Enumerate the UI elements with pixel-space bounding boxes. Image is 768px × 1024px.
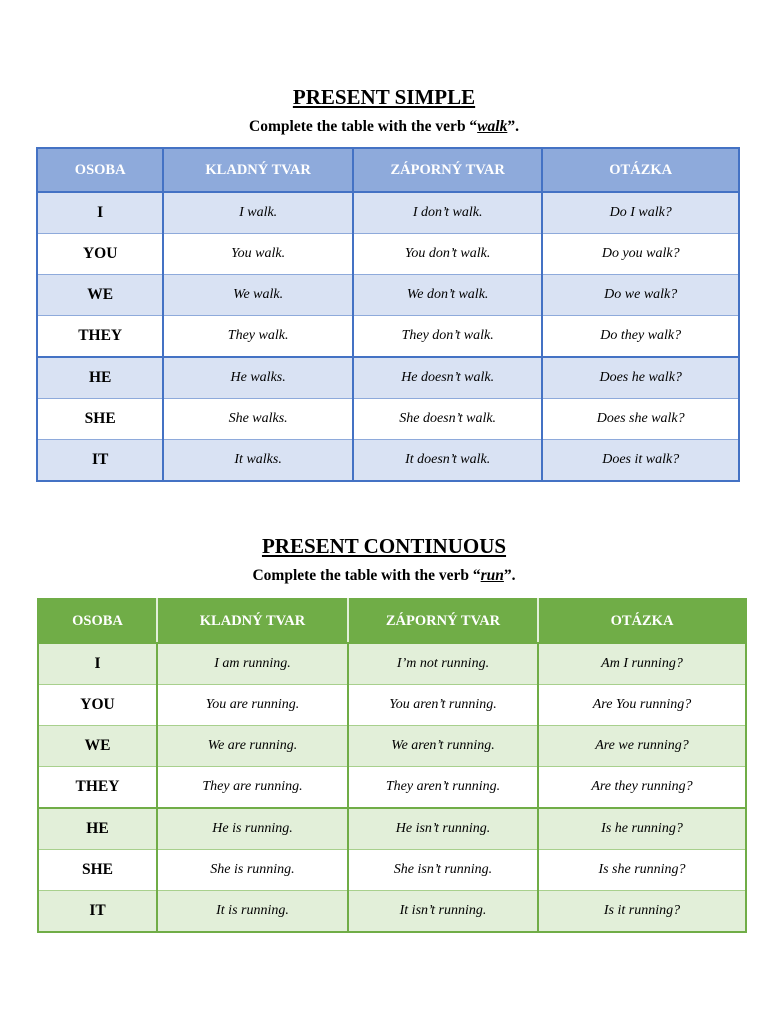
table-row bbox=[37, 357, 739, 399]
header-kladny-tvar: KLADNÝ TVAR bbox=[157, 599, 348, 643]
person-cell: SHE bbox=[38, 850, 157, 891]
positive-cell: It is running. bbox=[157, 891, 348, 933]
negative-cell: They aren’t running. bbox=[348, 767, 538, 809]
question-cell: Is she running? bbox=[538, 850, 746, 891]
table-row bbox=[38, 685, 746, 726]
present-continuous-title: PRESENT CONTINUOUS bbox=[261, 534, 507, 558]
person-cell: I bbox=[37, 192, 163, 234]
negative-cell: We don’t walk. bbox=[353, 275, 543, 316]
instruction-verb: run bbox=[480, 567, 504, 584]
header-otazka: OTÁZKA bbox=[542, 148, 739, 192]
negative-cell: I’m not running. bbox=[348, 643, 538, 685]
positive-cell: They walk. bbox=[163, 316, 353, 358]
instruction-prefix: Complete the table with the verb “ bbox=[252, 567, 481, 584]
positive-cell: They are running. bbox=[157, 767, 348, 809]
person-cell: YOU bbox=[38, 685, 157, 726]
negative-cell: You aren’t running. bbox=[348, 685, 538, 726]
negative-cell: I don’t walk. bbox=[353, 192, 543, 234]
person-cell: SHE bbox=[37, 399, 163, 440]
question-cell: Is it running? bbox=[538, 891, 746, 933]
table-row bbox=[37, 192, 739, 234]
question-cell: Am I running? bbox=[538, 643, 746, 685]
person-cell: IT bbox=[37, 440, 163, 482]
table-row bbox=[37, 440, 739, 482]
question-cell: Are You running? bbox=[538, 685, 746, 726]
person-cell: IT bbox=[38, 891, 157, 933]
table-row bbox=[37, 234, 739, 275]
present-simple-table bbox=[36, 147, 740, 482]
table-row bbox=[37, 316, 739, 358]
table-row bbox=[37, 399, 739, 440]
table-row bbox=[38, 850, 746, 891]
person-cell: HE bbox=[37, 357, 163, 399]
negative-cell: He isn’t running. bbox=[348, 808, 538, 850]
positive-cell: You are running. bbox=[157, 685, 348, 726]
positive-cell: We walk. bbox=[163, 275, 353, 316]
instruction-suffix: ”. bbox=[503, 567, 516, 584]
negative-cell: It doesn’t walk. bbox=[353, 440, 543, 482]
person-cell: WE bbox=[37, 275, 163, 316]
present-simple-title: PRESENT SIMPLE bbox=[292, 85, 476, 109]
question-cell: Does he walk? bbox=[542, 357, 739, 399]
positive-cell: I am running. bbox=[157, 643, 348, 685]
negative-cell: You don’t walk. bbox=[353, 234, 543, 275]
present-continuous-table bbox=[37, 598, 747, 933]
person-cell: WE bbox=[38, 726, 157, 767]
table-row bbox=[38, 808, 746, 850]
positive-cell: We are running. bbox=[157, 726, 348, 767]
present-continuous-instruction bbox=[0, 567, 768, 585]
question-cell: Does she walk? bbox=[542, 399, 739, 440]
question-cell: Do you walk? bbox=[542, 234, 739, 275]
table-row bbox=[38, 643, 746, 685]
positive-cell: She walks. bbox=[163, 399, 353, 440]
question-cell: Is he running? bbox=[538, 808, 746, 850]
negative-cell: We aren’t running. bbox=[348, 726, 538, 767]
table-row bbox=[38, 726, 746, 767]
negative-cell: He doesn’t walk. bbox=[353, 357, 543, 399]
instruction-suffix: ”. bbox=[507, 118, 519, 135]
person-cell: THEY bbox=[37, 316, 163, 358]
negative-cell: It isn’t running. bbox=[348, 891, 538, 933]
positive-cell: She is running. bbox=[157, 850, 348, 891]
header-otazka: OTÁZKA bbox=[538, 599, 746, 643]
positive-cell: You walk. bbox=[163, 234, 353, 275]
positive-cell: He walks. bbox=[163, 357, 353, 399]
positive-cell: I walk. bbox=[163, 192, 353, 234]
header-zaporny-tvar: ZÁPORNÝ TVAR bbox=[353, 148, 543, 192]
header-kladny-tvar: KLADNÝ TVAR bbox=[163, 148, 353, 192]
table-header-row bbox=[37, 148, 739, 192]
instruction-verb: walk bbox=[477, 118, 508, 135]
positive-cell: It walks. bbox=[163, 440, 353, 482]
question-cell: Do I walk? bbox=[542, 192, 739, 234]
question-cell: Do they walk? bbox=[542, 316, 739, 358]
person-cell: YOU bbox=[37, 234, 163, 275]
person-cell: HE bbox=[38, 808, 157, 850]
question-cell: Are they running? bbox=[538, 767, 746, 809]
present-simple-instruction bbox=[0, 118, 768, 136]
negative-cell: She isn’t running. bbox=[348, 850, 538, 891]
table-row bbox=[38, 891, 746, 933]
negative-cell: They don’t walk. bbox=[353, 316, 543, 358]
instruction-prefix: Complete the table with the verb “ bbox=[249, 118, 478, 135]
person-cell: THEY bbox=[38, 767, 157, 809]
question-cell: Are we running? bbox=[538, 726, 746, 767]
question-cell: Do we walk? bbox=[542, 275, 739, 316]
positive-cell: He is running. bbox=[157, 808, 348, 850]
question-cell: Does it walk? bbox=[542, 440, 739, 482]
table-row bbox=[38, 767, 746, 809]
header-osoba: OSOBA bbox=[37, 148, 163, 192]
header-zaporny-tvar: ZÁPORNÝ TVAR bbox=[348, 599, 538, 643]
person-cell: I bbox=[38, 643, 157, 685]
table-row bbox=[37, 275, 739, 316]
table-header-row bbox=[38, 599, 746, 643]
header-osoba: OSOBA bbox=[38, 599, 157, 643]
negative-cell: She doesn’t walk. bbox=[353, 399, 543, 440]
